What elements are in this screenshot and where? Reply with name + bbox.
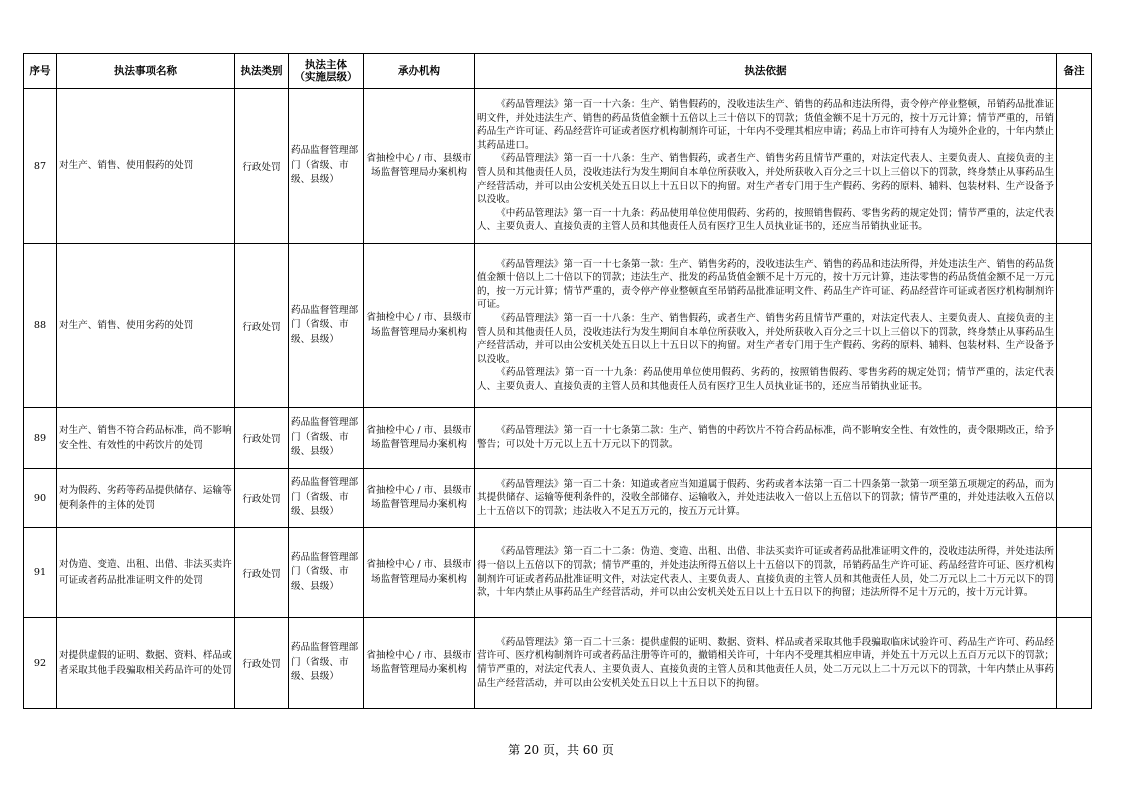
- header-org: 承办机构: [364, 54, 475, 89]
- row-name: 对为假药、劣药等药品提供储存、运输等便利条件的主体的处罚: [57, 469, 235, 528]
- basis-paragraph: 《药品管理法》第一百二十三条：提供虚假的证明、数据、资料、样品或者采取其他手段骗取临床试验许可、药品生产许可、药品经营许可、医疗机构制剂许可或者药品注册等许可的，撤销相关许可，十年内不受理其相应申请，并处五十万元以上五百万元以下的罚款；情节严重的，对法定代表人、主要负责人、直接负责的主管人员和其他责任人员，处二万元以上二十万元以下的罚款，十年内禁止从事药品生产经营活动，并可以由公安机关处五日以上十五日以下的拘留。: [477, 636, 1054, 689]
- row-org: 省抽检中心 / 市、县级市场监督管理局办案机构: [364, 528, 475, 618]
- row-category: 行政处罚: [235, 408, 289, 469]
- table-row: [24, 408, 1092, 469]
- row-seq: 91: [24, 528, 57, 618]
- row-name: 对生产、销售、使用假药的处罚: [57, 89, 235, 244]
- row-remarks: [1057, 408, 1092, 469]
- basis-paragraph: 《药品管理法》第一百一十八条：生产、销售假药，或者生产、销售劣药且情节严重的，对法定代表人、主要负责人、直接负责的主管人员和其他责任人员，没收违法行为发生期间自本单位所获收入，并处所获收入百分之三十以上三倍以下的罚款，终身禁止从事药品生产经营活动，并可以由公安机关处五日以上十五日以下的拘留。对生产者专门用于生产假药、劣药的原料、辅料、包装材料、生产设备予以没收。: [477, 312, 1054, 365]
- row-name: 对伪造、变造、出租、出借、非法买卖许可证或者药品批准证明文件的处罚: [57, 528, 235, 618]
- row-category: 行政处罚: [235, 244, 289, 408]
- row-basis: [475, 618, 1057, 709]
- row-seq: 89: [24, 408, 57, 469]
- table-header-row: [24, 54, 1092, 89]
- row-basis: [475, 469, 1057, 528]
- row-basis: [475, 244, 1057, 408]
- basis-paragraph: 《药品管理法》第一百一十九条：药品使用单位使用假药、劣药的，按照销售假药、零售劣药的规定处罚；情节严重的，法定代表人、主要负责人、直接负责的主管人员和其他责任人员有医疗卫生人员执业证书的，还应当吊销执业证书。: [477, 367, 1054, 392]
- row-org: 省抽检中心 / 市、县级市场监督管理局办案机构: [364, 469, 475, 528]
- enforcement-table: [23, 53, 1092, 709]
- header-basis: 执法依据: [475, 54, 1057, 89]
- row-org: 省抽检中心 / 市、县级市场监督管理局办案机构: [364, 618, 475, 709]
- row-category: 行政处罚: [235, 469, 289, 528]
- row-name: 对生产、销售不符合药品标准，尚不影响安全性、有效性的中药饮片的处罚: [57, 408, 235, 469]
- header-category: 执法类别: [235, 54, 289, 89]
- row-remarks: [1057, 618, 1092, 709]
- row-subject: 药品监督管理部门（省级、市级、县级）: [289, 469, 364, 528]
- table-row: [24, 528, 1092, 618]
- row-basis: [475, 89, 1057, 244]
- basis-paragraph: 《药品管理法》第一百一十七条第二款：生产、销售的中药饮片不符合药品标准，尚不影响安全性、有效性的，责令限期改正，给予警告；可以处十万元以上五十万元以下的罚款。: [477, 425, 1054, 450]
- header-seq: 序号: [24, 54, 57, 89]
- table-row: [24, 89, 1092, 244]
- basis-paragraph: 《药品管理法》第一百一十六条：生产、销售假药的，没收违法生产、销售的药品和违法所得，责令停产停业整顿，吊销药品批准证明文件，并处违法生产、销售的药品货值金额十五倍以上三十倍以下的罚款；货值金额不足十万元的，按十万元计算；情节严重的，吊销药品生产许可证、药品经营许可证或者医疗机构制剂许可证，十年内不受理其相应申请；药品上市许可持有人为境外企业的，十年内禁止其药品进口。: [477, 99, 1054, 151]
- row-name: 对提供虚假的证明、数据、资料、样品或者采取其他手段骗取相关药品许可的处罚: [57, 618, 235, 709]
- row-name: 对生产、销售、使用劣药的处罚: [57, 244, 235, 408]
- row-subject: 药品监督管理部门（省级、市级、县级）: [289, 408, 364, 469]
- basis-paragraph: 《药品管理法》第一百一十八条：生产、销售假药，或者生产、销售劣药且情节严重的，对法定代表人、主要负责人、直接负责的主管人员和其他责任人员，没收违法行为发生期间自本单位所获收入，并处所获收入百分之三十以上三倍以下的罚款，终身禁止从事药品生产经营活动，并可以由公安机关处五日以上十五日以下的拘留。对生产者专门用于生产假药、劣药的原料、辅料、包装材料、生产设备予以没收。: [477, 153, 1054, 206]
- row-seq: 90: [24, 469, 57, 528]
- row-basis: [475, 408, 1057, 469]
- table-row: [24, 244, 1092, 408]
- table-row: [24, 469, 1092, 528]
- basis-paragraph: 《药品管理法》第一百一十七条第一款：生产、销售劣药的，没收违法生产、销售的药品和违法所得，并处违法生产、销售的药品货值金额十倍以上二十倍以下的罚款；违法生产、批发的药品货值金额不足十万元的，按十万元计算，违法零售的药品货值金额不足一万元的，按一万元计算；情节严重的，责令停产停业整顿直至吊销药品批准证明文件、药品生产许可证、药品经营许可证或者医疗机构制剂许可证。: [477, 258, 1054, 311]
- row-subject: 药品监督管理部门（省级、市级、县级）: [289, 618, 364, 709]
- table-row: [24, 618, 1092, 709]
- header-remarks: 备注: [1057, 54, 1092, 89]
- row-remarks: [1057, 89, 1092, 244]
- row-subject: 药品监督管理部门（省级、市级、县级）: [289, 244, 364, 408]
- row-org: 省抽检中心 / 市、县级市场监督管理局办案机构: [364, 244, 475, 408]
- row-remarks: [1057, 244, 1092, 408]
- row-basis: [475, 528, 1057, 618]
- basis-paragraph: 《药品管理法》第一百二十条：知道或者应当知道属于假药、劣药或者本法第一百二十四条第一款第一项至第五项规定的药品，而为其提供储存、运输等便利条件的，没收全部储存、运输收入，并处违法收入一倍以上五倍以下的罚款；情节严重的，并处违法收入五倍以上十五倍以下的罚款；违法收入不足五万元的，按五万元计算。: [477, 478, 1054, 517]
- header-subject: [289, 54, 364, 89]
- row-seq: 92: [24, 618, 57, 709]
- header-subject-line2: （实施层级）: [294, 71, 358, 83]
- row-org: 省抽检中心 / 市、县级市场监督管理局办案机构: [364, 408, 475, 469]
- row-category: 行政处罚: [235, 618, 289, 709]
- row-org: 省抽检中心 / 市、县级市场监督管理局办案机构: [364, 89, 475, 244]
- row-subject: 药品监督管理部门（省级、市级、县级）: [289, 89, 364, 244]
- row-category: 行政处罚: [235, 89, 289, 244]
- page-footer: 第 20 页，共 60 页: [508, 743, 614, 757]
- header-subject-line1: 执法主体: [305, 59, 347, 71]
- basis-paragraph: 《中药品管理法》第一百一十九条：药品使用单位使用假药、劣药的，按照销售假药、零售劣药的规定处罚；情节严重的，法定代表人、主要负责人、直接负责的主管人员和其他责任人员有医疗卫生人员执业证书的，还应当吊销执业证书。: [477, 207, 1054, 233]
- header-name: 执法事项名称: [57, 54, 235, 89]
- row-remarks: [1057, 469, 1092, 528]
- row-remarks: [1057, 528, 1092, 618]
- row-seq: 87: [24, 89, 57, 244]
- row-seq: 88: [24, 244, 57, 408]
- row-category: 行政处罚: [235, 528, 289, 618]
- row-subject: 药品监督管理部门（省级、市级、县级）: [289, 528, 364, 618]
- basis-paragraph: 《药品管理法》第一百二十二条：伪造、变造、出租、出借、非法买卖许可证或者药品批准证明文件的，没收违法所得，并处违法所得一倍以上五倍以下的罚款；情节严重的，并处违法所得五倍以上十五倍以下的罚款，吊销药品生产许可证、药品经营许可证、医疗机构制剂许可证或者药品批准证明文件，对法定代表人、主要负责人、直接负责的主管人员和其他责任人员，处二万元以上二十万元以下的罚款，十年内禁止从事药品生产经营活动，并可以由公安机关处五日以上十五日以下的拘留；违法所得不足十万元的，按十万元计算。: [477, 546, 1054, 599]
